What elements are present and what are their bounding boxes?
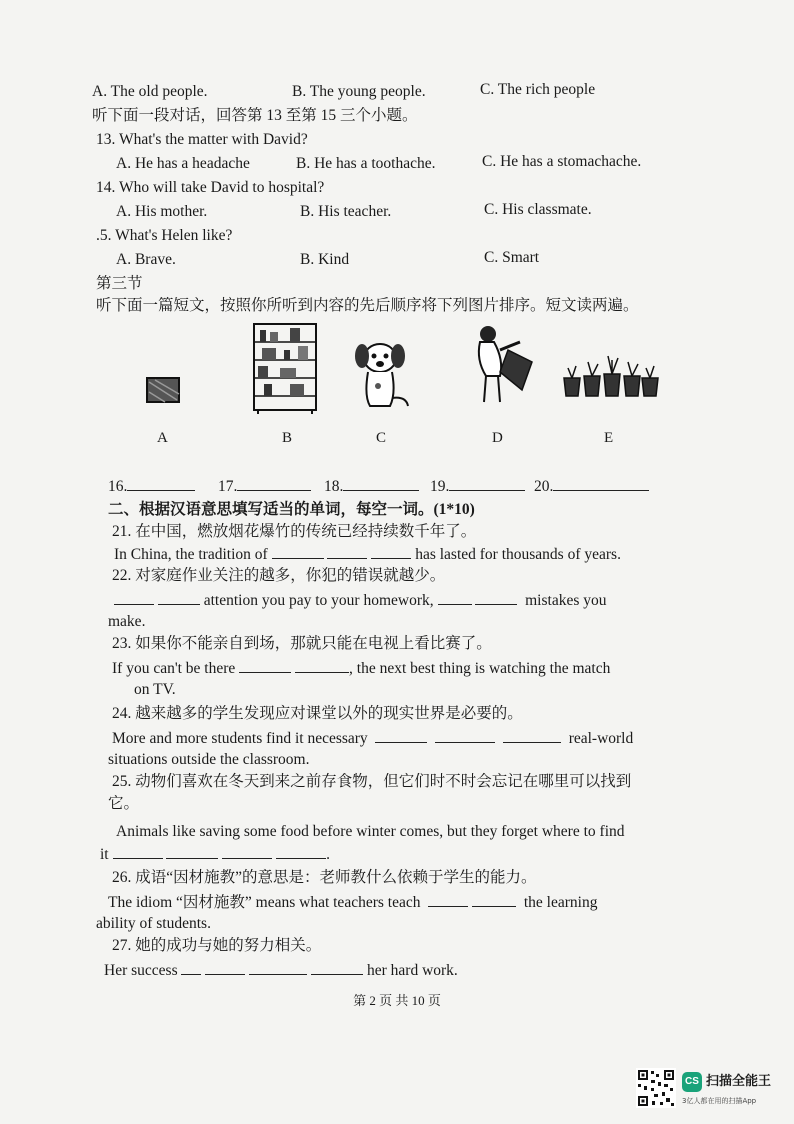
q26-chinese: 26. 成语“因材施教”的意思是：老师教什么依赖于学生的能力。	[112, 869, 537, 886]
camscanner-logo: CS	[682, 1072, 702, 1092]
fill-blank[interactable]	[311, 960, 363, 975]
answer-slot-17: 17.	[218, 476, 311, 497]
q23-english: If you can't be there , the next best thing is watching the match	[112, 660, 611, 677]
q25-chinese-2: 它。	[108, 795, 140, 812]
fill-blank[interactable]	[272, 544, 324, 559]
q22-chinese: 22. 对家庭作业关注的越多，你犯的错误就越少。	[112, 567, 446, 584]
fill-blank[interactable]	[371, 544, 411, 559]
q15-option-b: B. Kind	[300, 251, 350, 268]
fill-blank[interactable]	[205, 960, 245, 975]
answer-blank[interactable]	[553, 476, 649, 491]
q22-english-end: make.	[108, 613, 146, 630]
q14-option-b: B. His teacher.	[300, 203, 392, 220]
q25-english: Animals like saving some food before winter comes, but they forget where to find	[116, 823, 625, 840]
q13-option-b: B. He has a toothache.	[296, 155, 436, 172]
picture-label-b: B	[282, 430, 293, 446]
fill-blank[interactable]	[428, 892, 468, 907]
q27-chinese: 27. 她的成功与她的努力相关。	[112, 937, 322, 954]
answer-slot-16: 16.	[108, 476, 195, 497]
picture-label-e: E	[604, 430, 614, 446]
camscanner-name: 扫描全能王	[706, 1074, 772, 1089]
q22-english: attention you pay to your homework, mistakes you	[114, 590, 607, 611]
fill-blank[interactable]	[222, 844, 272, 859]
fill-blank[interactable]	[181, 960, 201, 975]
fill-blank[interactable]	[158, 590, 200, 605]
q15-option-a: A. Brave.	[116, 251, 176, 268]
q12-option-b: B. The young people.	[292, 83, 426, 100]
q21-chinese: 21. 在中国，燃放烟花爆竹的传统已经持续数千年了。	[112, 523, 477, 540]
fill-blank[interactable]	[375, 728, 427, 743]
fill-blank[interactable]	[295, 658, 349, 673]
q24-english: More and more students find it necessary real-world	[112, 730, 634, 747]
answer-blank[interactable]	[343, 476, 419, 491]
fill-blank[interactable]	[114, 590, 154, 605]
person-watering-icon	[470, 320, 536, 410]
q13-question: 13. What's the matter with David?	[96, 131, 308, 148]
picture-label-a: A	[157, 430, 168, 446]
q14-option-c: C. His classmate.	[484, 201, 592, 218]
box-icon	[145, 372, 183, 406]
section3-instruction: 听下面一篇短文，按照你所听到内容的先后顺序将下列图片排序。短文读两遍。	[96, 297, 639, 314]
fill-blank[interactable]	[239, 658, 291, 673]
fill-blank[interactable]	[249, 960, 307, 975]
scanner-watermark	[636, 1068, 786, 1118]
fill-blank[interactable]	[435, 728, 495, 743]
answer-slot-18: 18.	[324, 476, 419, 497]
q15-option-c: C. Smart	[484, 249, 540, 266]
dog-icon	[350, 336, 412, 412]
q25-chinese: 25. 动物们喜欢在冬天到来之前存食物，但它们时不时会忘记在哪里可以找到	[112, 773, 632, 790]
section3-title: 第三节	[96, 275, 143, 292]
q12-option-a: A. The old people.	[92, 83, 208, 100]
q13-option-c: C. He has a stomachache.	[482, 153, 642, 170]
q14-question: 14. Who will take David to hospital?	[96, 179, 325, 196]
part2-title: 二、根据汉语意思填写适当的单词，每空一词。(1*10)	[108, 501, 475, 518]
q15-question: .5. What's Helen like?	[96, 227, 233, 244]
fill-blank[interactable]	[113, 844, 163, 859]
q24-english-end: situations outside the classroom.	[108, 751, 310, 768]
q23-english-end: on TV.	[134, 681, 176, 698]
q24-chinese: 24. 越来越多的学生发现应对课堂以外的现实世界是必要的。	[112, 705, 523, 722]
fill-blank[interactable]	[327, 544, 367, 559]
q14-option-a: A. His mother.	[116, 203, 208, 220]
fill-blank[interactable]	[438, 590, 472, 605]
answer-blank[interactable]	[449, 476, 525, 491]
q27-english: Her success her hard work.	[104, 962, 458, 979]
fill-blank[interactable]	[503, 728, 561, 743]
fill-blank[interactable]	[472, 892, 516, 907]
fill-blank[interactable]	[276, 844, 326, 859]
bookshelf-icon	[250, 322, 322, 414]
answer-blank[interactable]	[127, 476, 195, 491]
camscanner-tagline: 3亿人都在用的扫描App	[682, 1097, 757, 1105]
fill-blank[interactable]	[475, 590, 517, 605]
potted-plants-icon	[558, 350, 662, 402]
q13-option-a: A. He has a headache	[116, 155, 250, 172]
q26-english: The idiom “因材施教” means what teachers teach the learning	[108, 894, 598, 911]
answer-blank[interactable]	[237, 476, 311, 491]
q12-option-c: C. The rich people	[480, 81, 596, 98]
fill-blank[interactable]	[166, 844, 218, 859]
answer-slot-19: 19.	[430, 476, 525, 497]
qr-code-icon	[636, 1068, 676, 1108]
q21-english: In China, the tradition of has lasted for thousands of years.	[114, 546, 621, 563]
picture-label-c: C	[376, 430, 387, 446]
picture-label-d: D	[492, 430, 503, 446]
q26-english-end: ability of students.	[96, 915, 211, 932]
instruction-13-15: 听下面一段对话，回答第 13 至第 15 三个小题。	[92, 107, 418, 124]
q25-english-end: it .	[100, 846, 330, 863]
q23-chinese: 23. 如果你不能亲自到场，那就只能在电视上看比赛了。	[112, 635, 492, 652]
answer-slot-20: 20.	[534, 476, 649, 497]
page-footer: 第 2 页 共 10 页	[353, 993, 441, 1008]
